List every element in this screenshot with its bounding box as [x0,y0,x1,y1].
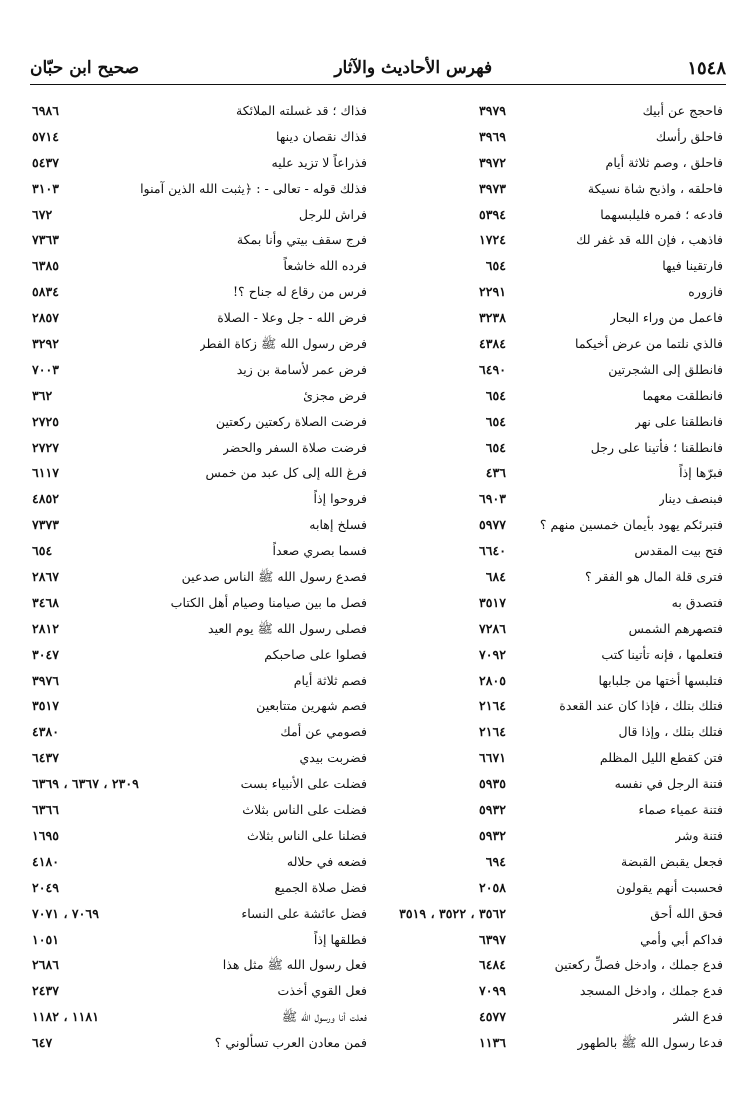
hadith-text: فمن معادن العرب تسألوني ؟ [214,1035,367,1051]
hadith-text: فتصهرهم الشمس [628,620,723,636]
hadith-number: ٤٨٥٢ [32,491,60,507]
hadith-text: فضلت على الناس بثلاث [242,802,367,818]
index-entry [32,512,367,538]
hadith-number: ٣٥١٧ [478,594,506,610]
hadith-text: فجعل يقبض القبضة [620,853,723,869]
index-entry [32,357,367,383]
hadith-number: ٦٩٠٣ [478,491,506,507]
hadith-number: ٥٣٩٤ [478,206,506,222]
hadith-number: ٢٣٠٩ ، ٦٣٦٧ ، ٦٣٦٩ [32,776,139,792]
hadith-text: فصومي عن أمك [280,724,367,740]
hadith-number: ٦٣٦٦ [32,802,60,818]
page-number: ١٥٤٨ [687,57,726,79]
hadith-text: فاحجج عن أبيك [642,103,723,118]
hadith-number: ٥٩٣٢ [478,827,506,843]
hadith-text: فاعمل من وراء البحار [609,310,723,326]
hadith-text: فضربت بيدي [299,750,367,766]
hadith-number: ٧٣٧٣ [32,517,60,533]
hadith-number: ٦٤٩٠ [478,361,506,377]
index-entry [388,771,723,797]
index-entry [388,202,723,228]
hadith-number: ٦٤٣٧ [32,750,60,766]
hadith-text: فتلبسها أختها من جلبابها [598,672,723,688]
index-entry [32,383,367,409]
hadith-text: فرج سقف بيتي وأنا بمكة [236,232,367,248]
hadith-number: ٦٦٧١ [478,750,506,766]
index-entry [32,797,367,823]
index-entry [388,642,723,668]
index-entry [32,279,367,305]
hadith-number: ٢٧٢٧ [32,439,60,455]
hadith-number: ٦٥٤ [485,413,506,429]
index-entry [32,642,367,668]
hadith-text: فصدع رسول الله ﷺ الناس صدعين [181,569,367,585]
index-entry [388,564,723,590]
index-entry [32,927,367,953]
hadith-text: فرض عمر لأسامة بن زيد [236,361,367,377]
page-header [30,56,726,80]
hadith-number: ٢٠٥٨ [478,879,506,895]
hadith-number: ٣٠٤٧ [32,646,60,662]
hadith-text: فعل القوي أخذت [277,983,367,999]
hadith-text: فرض الله - جل وعلا - الصلاة [217,310,367,326]
index-entry [32,849,367,875]
index-entry [388,486,723,512]
index-entry [32,1004,367,1030]
hadith-text: فتعلمها ، فإنه تأتينا كتب [601,646,723,662]
index-entry [388,849,723,875]
index-entry [388,693,723,719]
hadith-number: ٦٩٨٦ [32,103,60,118]
hadith-text: فاذهب ، فإن الله قد غفر لك [576,232,723,248]
hadith-number: ٧٠٩٩ [478,983,506,999]
index-entry [388,538,723,564]
hadith-text: فذاك نقصان دينها [276,128,367,144]
hadith-text: فعلت أنا ورسول الله ﷺ [281,1009,367,1025]
index-entry [388,823,723,849]
hadith-number: ٦٥٤ [32,543,53,559]
hadith-text: فضل عائشة على النساء [241,905,367,921]
hadith-number: ٤٣٦ [485,465,506,481]
hadith-number: ٢١٦٤ [478,698,506,714]
index-entry [388,978,723,1004]
hadith-number: ٣٤٦٨ [32,594,60,610]
hadith-text: فرض مجزئ [303,387,367,403]
index-entry [32,538,367,564]
hadith-number: ٥٨٣٤ [32,284,60,300]
index-entry [388,305,723,331]
index-entry [388,1004,723,1030]
hadith-text: فسما بصري صعداً [272,543,367,559]
index-entry [32,693,367,719]
hadith-text: فداكم أبي وأمي [640,931,723,947]
hadith-number: ٤٣٨٤ [478,336,506,352]
hadith-text: فضل صلاة الجميع [274,879,367,895]
hadith-number: ١٠٥١ [32,931,60,947]
hadith-number: ٥٩٧٧ [478,517,506,533]
hadith-number: ٦٥٤ [485,387,506,403]
index-entry [32,253,367,279]
hadith-text: فحسبت أنهم يقولون [616,879,723,895]
hadith-number: ١٦٩٥ [32,827,60,843]
index-entry [32,901,367,927]
index-entry [32,590,367,616]
index-entry [32,331,367,357]
hadith-number: ٧٢٨٦ [478,620,506,636]
index-entry [32,564,367,590]
index-entry [388,719,723,745]
hadith-text: فرضت صلاة السفر والحضر [222,439,367,455]
hadith-number: ٢٧٢٥ [32,413,60,429]
index-entry [388,1030,723,1056]
index-entry [388,668,723,694]
hadith-text: فاحلق ، وصم ثلاثة أيام [605,154,723,170]
hadith-text: فرض رسول الله ﷺ زكاة الفطر [199,336,367,352]
hadith-text: فحق الله أحق [650,905,723,921]
index-entry [32,616,367,642]
index-entry [388,460,723,486]
index-entry [32,668,367,694]
hadith-number: ٤٥٧٧ [478,1009,506,1025]
hadith-number: ٣٩٧٦ [32,672,60,688]
index-entry [388,875,723,901]
hadith-number: ٦٥٤ [485,258,506,274]
hadith-number: ١١٨١ ، ١١٨٢ [32,1009,99,1025]
hadith-number: ٦١١٧ [32,465,60,481]
index-entry [388,357,723,383]
hadith-number: ٥٤٣٧ [32,154,60,170]
hadith-text: فبنصف دينار [658,491,723,507]
index-entry [388,797,723,823]
hadith-text: فطلقها إذاً [313,931,367,947]
index-entry [388,616,723,642]
hadith-text: فتنة الرجل في نفسه [614,776,723,792]
index-entry [388,901,723,927]
hadith-text: فترى قلة المال هو الفقر ؟ [584,569,723,585]
hadith-text: فروحوا إذاً [313,491,367,507]
hadith-text: فارتقينا فيها [662,258,723,274]
hadith-text: فدعا رسول الله ﷺ بالطهور [577,1035,723,1051]
hadith-number: ٣٢٣٨ [478,310,506,326]
hadith-text: فازوره [688,284,723,300]
hadith-text: فبرّها إذاً [679,465,723,481]
index-entry [388,331,723,357]
index-entry [32,460,367,486]
hadith-number: ٥٩٣٢ [478,802,506,818]
index-entry [388,952,723,978]
hadith-number: ٦٣٩٧ [478,931,506,947]
index-entry [32,978,367,1004]
hadith-number: ٣٥٦٢ ، ٣٥٢٢ ، ٣٥١٩ [399,905,506,921]
hadith-number: ٧٠٦٩ ، ٧٠٧١ [32,905,99,921]
hadith-text: فصلوا على صاحبكم [264,646,367,662]
index-entry [32,227,367,253]
index-entry [32,98,367,124]
index-entry [388,227,723,253]
hadith-number: ٤١٨٠ [32,853,60,869]
hadith-text: فتنة وشر [675,827,723,843]
hadith-number: ٢٢٩١ [478,284,506,300]
hadith-number: ٢٨٥٧ [32,310,60,326]
hadith-number: ٧٣٦٣ [32,232,60,248]
hadith-number: ١١٣٦ [478,1035,506,1051]
hadith-number: ٣٩٧٩ [478,103,506,118]
hadith-number: ٢١٦٤ [478,724,506,740]
hadith-text: فاحلقه ، واذبح شاة نسيكة [587,180,723,196]
hadith-text: فتصدق به [671,594,723,610]
hadith-number: ٧٠٩٢ [478,646,506,662]
hadith-text: فالذي نلتما من عرض أخيكما [575,336,723,352]
hadith-number: ٥٧١٤ [32,128,60,144]
hadith-text: فصم ثلاثة أيام [293,672,367,688]
hadith-number: ٦٧٢ [32,206,53,222]
hadith-number: ٢٨٦٧ [32,569,60,585]
hadith-text: فانطلقنا على نهر [634,413,723,429]
hadith-text: فانطلقت معهما [642,387,723,403]
hadith-text: فاحلق رأسك [655,128,723,144]
hadith-text: فصم شهرين متتابعين [256,698,367,714]
hadith-number: ٣٥١٧ [32,698,60,714]
hadith-text: فانطلقنا ؛ فأتينا على رجل [590,439,723,455]
index-entry [388,409,723,435]
hadith-number: ٣٦٢ [32,387,53,403]
hadith-text: فرضت الصلاة ركعتين ركعتين [215,413,367,429]
index-entry [32,952,367,978]
page-title: فهرس الأحاديث والآثار [334,58,493,78]
index-entry [388,150,723,176]
hadith-text: فتبرئكم يهود بأيمان خمسين منهم ؟ [539,517,723,533]
hadith-text: فذلك قوله - تعالى - : ﴿يثبت الله الذين آمنوا [140,180,367,196]
index-entry [388,383,723,409]
hadith-text: فعل رسول الله ﷺ مثل هذا [222,957,367,973]
hadith-number: ٣٩٦٩ [478,128,506,144]
hadith-text: فتلك بتلك ، وإذا قال [618,724,723,740]
hadith-text: فضعه في حلاله [286,853,367,869]
hadith-text: فذراعاً لا تزيد عليه [271,154,367,170]
hadith-number: ٦٨٤ [485,569,506,585]
hadith-number: ٣١٠٣ [32,180,60,196]
hadith-number: ٤٣٨٠ [32,724,60,740]
hadith-text: فضلت على الأنبياء بست [240,776,367,792]
index-entry [388,927,723,953]
hadith-text: فصل ما بين صيامنا وصيام أهل الكتاب [170,594,367,610]
hadith-number: ٢٦٨٦ [32,957,60,973]
book-title: صحيح ابن حبّان [30,58,140,78]
header-divider [30,84,726,85]
hadith-number: ٦٦٤٠ [478,543,506,559]
hadith-text: فتن كقطع الليل المظلم [599,750,723,766]
hadith-text: فادعه ؛ فمره فليلبسهما [600,206,723,222]
index-column-left [32,98,367,1056]
index-entry [388,279,723,305]
hadith-text: فصلى رسول الله ﷺ يوم العيد [207,620,367,636]
hadith-number: ٢٨١٢ [32,620,60,636]
hadith-text: فتنة عمياء صماء [638,802,723,818]
hadith-number: ٢٠٤٩ [32,879,60,895]
hadith-text: فذاك ؛ قد غسلته الملائكة [235,103,367,118]
index-entry [388,253,723,279]
hadith-number: ٣٢٩٢ [32,336,60,352]
index-entry [32,875,367,901]
index-entry [32,202,367,228]
index-entry [32,409,367,435]
index-entry [388,745,723,771]
index-entry [32,771,367,797]
hadith-number: ٦٤٨٤ [478,957,506,973]
index-entry [32,176,367,202]
index-entry [32,719,367,745]
index-entry [32,486,367,512]
hadith-number: ٧٠٠٣ [32,361,60,377]
index-entry [32,823,367,849]
hadith-number: ٦٤٧ [32,1035,53,1051]
hadith-number: ٦٥٤ [485,439,506,455]
hadith-text: فدع جملك ، وادخل فصلِّ ركعتين [554,957,723,973]
hadith-text: فراش للرجل [298,206,367,222]
index-entry [32,745,367,771]
hadith-number: ٦٣٨٥ [32,258,60,274]
hadith-text: فضلنا على الناس بثلاث [247,827,367,843]
index-entry [32,1030,367,1056]
hadith-text: فسلخ إهابه [309,517,367,533]
hadith-number: ٢٤٣٧ [32,983,60,999]
hadith-number: ٣٩٧٣ [478,180,506,196]
index-entry [388,176,723,202]
index-entry [32,124,367,150]
hadith-text: فانطلق إلى الشجرتين [608,361,723,377]
hadith-text: فدع الشر [673,1009,723,1025]
index-entry [32,435,367,461]
index-entry [388,590,723,616]
hadith-text: فتلك بتلك ، فإذا كان عند القعدة [559,698,723,714]
hadith-number: ٦٩٤ [485,853,506,869]
hadith-number: ٢٨٠٥ [478,672,506,688]
hadith-text: فرغ الله إلى كل عبد من خمس [205,465,367,481]
index-entry [388,98,723,124]
hadith-text: فرس من رقاع له جناح ؟! [232,284,367,300]
index-column-right [388,98,723,1056]
index-entry [388,124,723,150]
hadith-text: فدع جملك ، وادخل المسجد [579,983,723,999]
index-entry [388,435,723,461]
hadith-number: ٣٩٧٢ [478,154,506,170]
hadith-number: ٥٩٣٥ [478,776,506,792]
index-entry [32,305,367,331]
hadith-text: فتح بيت المقدس [634,543,723,559]
hadith-text: فرده الله خاشعاً [283,258,367,274]
hadith-number: ١٧٢٤ [478,232,506,248]
index-entry [388,512,723,538]
index-entry [32,150,367,176]
